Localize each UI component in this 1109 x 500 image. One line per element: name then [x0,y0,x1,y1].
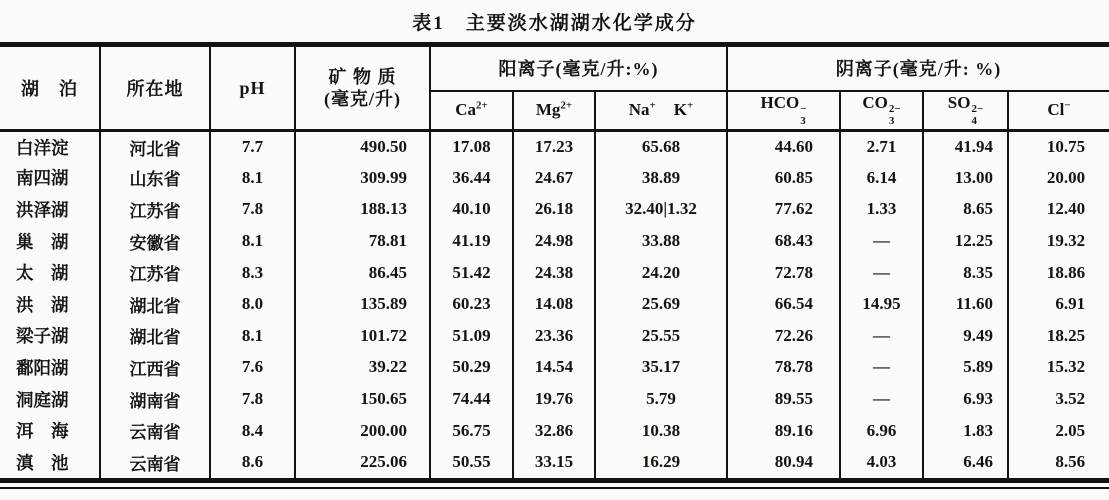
cell: 滇 池 [16,452,69,473]
cell: 5.79 [595,383,727,415]
ion-cl-sup: − [1064,99,1071,112]
header-ion-hco3 [727,91,840,131]
cell: 1.33 [840,194,923,226]
cell: 51.42 [430,257,513,289]
cell: 35.17 [595,352,727,384]
cell: 15.32 [1008,352,1109,384]
cell: 云南省 [100,415,210,447]
cell: 11.60 [923,288,1008,320]
cell: 56.75 [430,415,513,447]
cell: 12.25 [923,225,1008,257]
cell: 12.40 [1008,194,1109,226]
ion-na-sup: + [649,99,656,112]
cell: 3.52 [1008,383,1109,415]
ion-k-base: K [673,100,688,120]
header-minerals-line1: 矿 物 质 [328,66,397,87]
cell: 8.4 [210,415,295,447]
cell: 安徽省 [100,225,210,257]
cell: 洪泽湖 [16,199,69,220]
cell: 309.99 [295,162,430,194]
cell: 8.3 [210,257,295,289]
bottom-rule-thin [0,487,1109,489]
cell: 80.94 [727,446,840,478]
cell: 38.89 [595,162,727,194]
ion-na-base: Na [628,100,650,120]
table-row [0,446,1109,478]
cell: — [840,257,923,289]
cell: 洪 湖 [16,294,69,315]
cell: 7.8 [210,383,295,415]
ion-so4-subscript: 4 [971,115,977,128]
cell: 江苏省 [100,194,210,226]
table-row [0,415,1109,447]
cell: 14.08 [513,288,595,320]
cell: 60.85 [727,162,840,194]
cell: 巢 湖 [16,231,69,252]
cell: 4.03 [840,446,923,478]
cell: 25.55 [595,320,727,352]
ion-co3-subscript: 3 [888,115,895,128]
cell: 洞庭湖 [16,389,69,410]
header-lake: 湖 泊 [0,45,100,131]
header-ph: pH [210,45,295,131]
cell: 32.86 [513,415,595,447]
cell: 77.62 [727,194,840,226]
ion-so4-base: SO [947,93,971,113]
cell: 24.38 [513,257,595,289]
cell: 40.10 [430,194,513,226]
cell: 6.14 [840,162,923,194]
cell: 江西省 [100,352,210,384]
header-cations-group: 阳离子(毫克/升:%) [430,45,727,91]
cell: 19.76 [513,383,595,415]
cell: 7.6 [210,352,295,384]
cell: 20.00 [1008,162,1109,194]
cell: 51.09 [430,320,513,352]
table-row [0,194,1109,226]
ion-hco3-subscript: 3 [800,115,806,128]
table-row [0,162,1109,194]
cell: 78.78 [727,352,840,384]
table-row [0,288,1109,320]
cell: 8.6 [210,446,295,478]
cell: 河北省 [100,131,210,163]
cell: 72.26 [727,320,840,352]
ion-co3-charge: 2− [888,103,901,116]
cell: 66.54 [727,288,840,320]
header-ion-so4 [923,91,1008,131]
cell: 8.1 [210,225,295,257]
cell: 50.55 [430,446,513,478]
ion-ca-base: Ca [455,100,476,120]
cell: 24.67 [513,162,595,194]
cell: 鄱阳湖 [16,357,69,378]
cell: 36.44 [430,162,513,194]
cell: — [840,320,923,352]
cell: 江苏省 [100,257,210,289]
table-row [0,131,1109,163]
cell: 2.71 [840,131,923,163]
table-row [0,383,1109,415]
cell: 8.0 [210,288,295,320]
cell: 72.78 [727,257,840,289]
cell: 26.18 [513,194,595,226]
cell: 14.54 [513,352,595,384]
cell: 490.50 [295,131,430,163]
table-row [0,320,1109,352]
cell: 16.29 [595,446,727,478]
ion-hco3-charge: − [800,103,807,116]
cell: 188.13 [295,194,430,226]
cell: 10.38 [595,415,727,447]
cell: 8.65 [923,194,1008,226]
ion-hco3-base: HCO [760,93,800,113]
cell: — [840,352,923,384]
cell: 湖北省 [100,288,210,320]
header-location: 所在地 [100,45,210,131]
cell: 2.05 [1008,415,1109,447]
ion-so4-charge: 2− [971,103,984,116]
cell: 86.45 [295,257,430,289]
cell: 33.15 [513,446,595,478]
cell: 18.25 [1008,320,1109,352]
header-minerals [295,45,430,131]
cell: 23.36 [513,320,595,352]
cell: 24.20 [595,257,727,289]
cell: 19.32 [1008,225,1109,257]
cell: 225.06 [295,446,430,478]
cell: 41.19 [430,225,513,257]
cell: 10.75 [1008,131,1109,163]
cell: 89.55 [727,383,840,415]
cell: 39.22 [295,352,430,384]
cell: 湖南省 [100,383,210,415]
header-minerals-line2: (毫克/升) [324,89,401,109]
cell: 18.86 [1008,257,1109,289]
cell: 湖北省 [100,320,210,352]
cell: 8.1 [210,162,295,194]
header-ion-co3 [840,91,923,131]
chemistry-table [0,42,1109,478]
header-ion-mg [513,91,595,131]
cell: 50.29 [430,352,513,384]
table-title: 表1 主要淡水湖湖水化学成分 [412,13,697,34]
ion-mg-sup: 2+ [560,99,573,112]
cell: 78.81 [295,225,430,257]
cell: 7.8 [210,194,295,226]
cell: 135.89 [295,288,430,320]
cell: 17.23 [513,131,595,163]
cell: 17.08 [430,131,513,163]
cell: 南四湖 [16,168,69,189]
table-row [0,257,1109,289]
cell: 14.95 [840,288,923,320]
cell: 150.65 [295,383,430,415]
cell: 60.23 [430,288,513,320]
cell: — [840,383,923,415]
header-ion-ca [430,91,513,131]
header-ion-na-k [595,91,727,131]
cell: — [840,225,923,257]
cell: 101.72 [295,320,430,352]
cell: 洱 海 [16,421,69,442]
cell: 白洋淀 [16,137,69,158]
cell: 8.1 [210,320,295,352]
cell: 32.40|1.32 [595,194,727,226]
cell: 山东省 [100,162,210,194]
cell: 24.98 [513,225,595,257]
cell: 74.44 [430,383,513,415]
cell: 41.94 [923,131,1008,163]
ion-mg-base: Mg [535,100,561,120]
ion-co3-stack [889,104,901,127]
cell: 8.35 [923,257,1008,289]
cell: 5.89 [923,352,1008,384]
ion-cl-base: Cl [1047,100,1065,120]
header-anions-group: 阴离子(毫克/升: %) [727,45,1109,91]
cell: 89.16 [727,415,840,447]
bottom-rule-thick [0,478,1109,483]
cell: 7.7 [210,131,295,163]
table-row [0,352,1109,384]
cell: 25.69 [595,288,727,320]
cell: 6.93 [923,383,1008,415]
cell: 云南省 [100,446,210,478]
cell: 44.60 [727,131,840,163]
ion-hco3-stack [800,104,806,127]
table-row [0,225,1109,257]
cell: 33.88 [595,225,727,257]
ion-co3-base: CO [862,93,888,113]
header-ion-cl [1008,91,1109,131]
cell: 6.96 [840,415,923,447]
cell: 太 湖 [16,263,69,284]
table-body [0,131,1109,479]
cell: 8.56 [1008,446,1109,478]
cell: 6.91 [1008,288,1109,320]
ion-k-sup: + [687,99,694,112]
cell: 68.43 [727,225,840,257]
cell: 梁子湖 [16,326,69,347]
ion-ca-sup: 2+ [476,99,488,112]
cell: 200.00 [295,415,430,447]
cell: 9.49 [923,320,1008,352]
cell: 1.83 [923,415,1008,447]
cell: 13.00 [923,162,1008,194]
cell: 6.46 [923,446,1008,478]
ion-so4-stack [971,104,983,127]
cell: 65.68 [595,131,727,163]
